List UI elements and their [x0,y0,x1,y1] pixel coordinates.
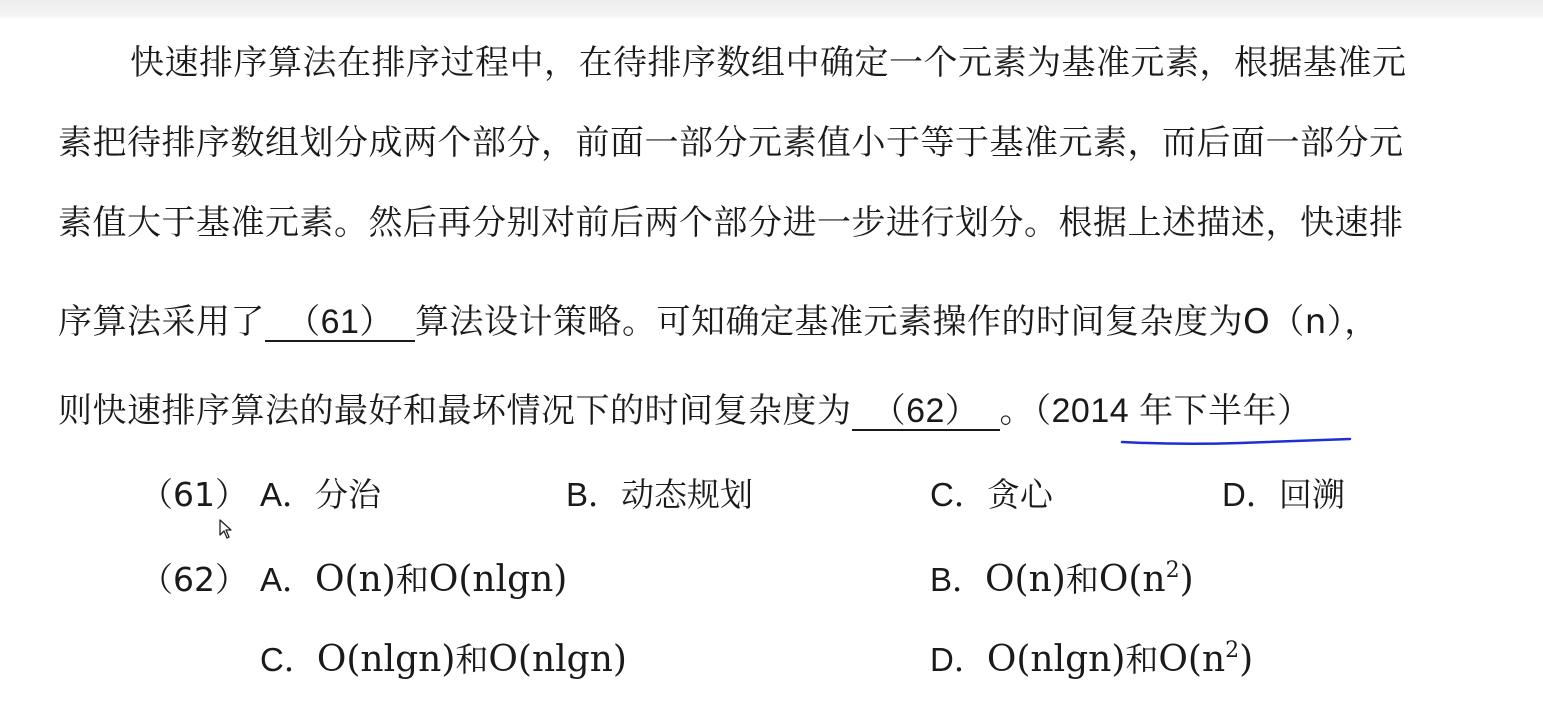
option-letter: B． [566,476,622,513]
window-top-strip [0,0,1543,18]
option-text: 动态规划 [621,475,754,514]
paragraph-line-5 [58,391,1312,431]
expr-base: O(n [1098,559,1166,600]
option-text: 分治 [315,475,382,514]
option-and: 和 [1065,560,1099,599]
option-and: 和 [1125,640,1159,679]
paragraph-line-1: 快速排序算法在排序过程中，在待排序数组中确定一个元素为基准元素，根据基准元 [130,43,1407,83]
option-and: 和 [395,560,429,599]
line4-suffix: 算法设计策略。可知确定基准元素操作的时间复杂度为O（n）， [415,302,1379,342]
option-letter: D． [930,641,987,678]
expr-close: ) [1179,559,1194,600]
option-expr-a: O(n) [315,559,396,600]
q61-option-b[interactable] [566,475,753,515]
option-expr-a: O(nlgn) [986,639,1126,680]
paragraph-line-3: 素值大于基准元素。然后再分别对前后两个部分进一步进行划分。根据上述描述，快速排 [58,203,1404,243]
q61-option-a[interactable] [260,475,381,515]
q62-option-c[interactable] [260,640,627,680]
option-letter: A． [260,476,316,513]
mouse-cursor-icon [218,518,234,540]
option-text: 回溯 [1278,475,1345,514]
expr-close: ) [1239,639,1254,680]
q61-option-d[interactable] [1222,475,1345,515]
handwritten-underline [1120,436,1352,446]
option-expr-b [1099,559,1194,600]
source-year: 2014 年下半年 [1051,392,1278,430]
q61-option-c[interactable] [930,475,1053,515]
paragraph-line-2: 素把待排序数组划分成两个部分，前面一部分元素值小于等于基准元素，而后面一部分元 [58,123,1404,163]
blank-62: （62） [852,393,1000,431]
q62-option-a[interactable] [260,560,567,600]
q62-option-d[interactable] [930,640,1253,680]
option-expr-b: O(nlgn) [488,639,627,680]
option-text: 贪心 [986,475,1053,514]
expr-exponent: 2 [1225,638,1240,663]
option-letter: C． [260,641,317,678]
line5-prefix: 则快速排序算法的最好和最坏情况下的时间复杂度为 [58,391,852,431]
option-letter: D． [1222,476,1279,513]
expr-base: O(n [1158,639,1226,680]
line5-close: ） [1277,391,1312,431]
option-expr-b [1158,639,1253,680]
option-letter: C． [930,476,987,513]
line5-punct: 。（ [999,391,1052,431]
paragraph-line-4 [58,302,1379,342]
option-letter: B． [930,561,986,598]
option-letter: A． [260,561,316,598]
option-and: 和 [455,640,489,679]
blank-61: （61） [265,304,415,342]
option-expr-a: O(n) [985,559,1066,600]
q62-option-b[interactable] [930,560,1194,600]
option-expr-a: O(nlgn) [316,639,456,680]
option-expr-b: O(nlgn) [428,559,568,600]
expr-exponent: 2 [1165,558,1180,583]
q62-number: （62） [140,560,248,599]
q61-number: （61） [140,475,248,514]
line4-prefix: 序算法采用了 [58,302,265,342]
